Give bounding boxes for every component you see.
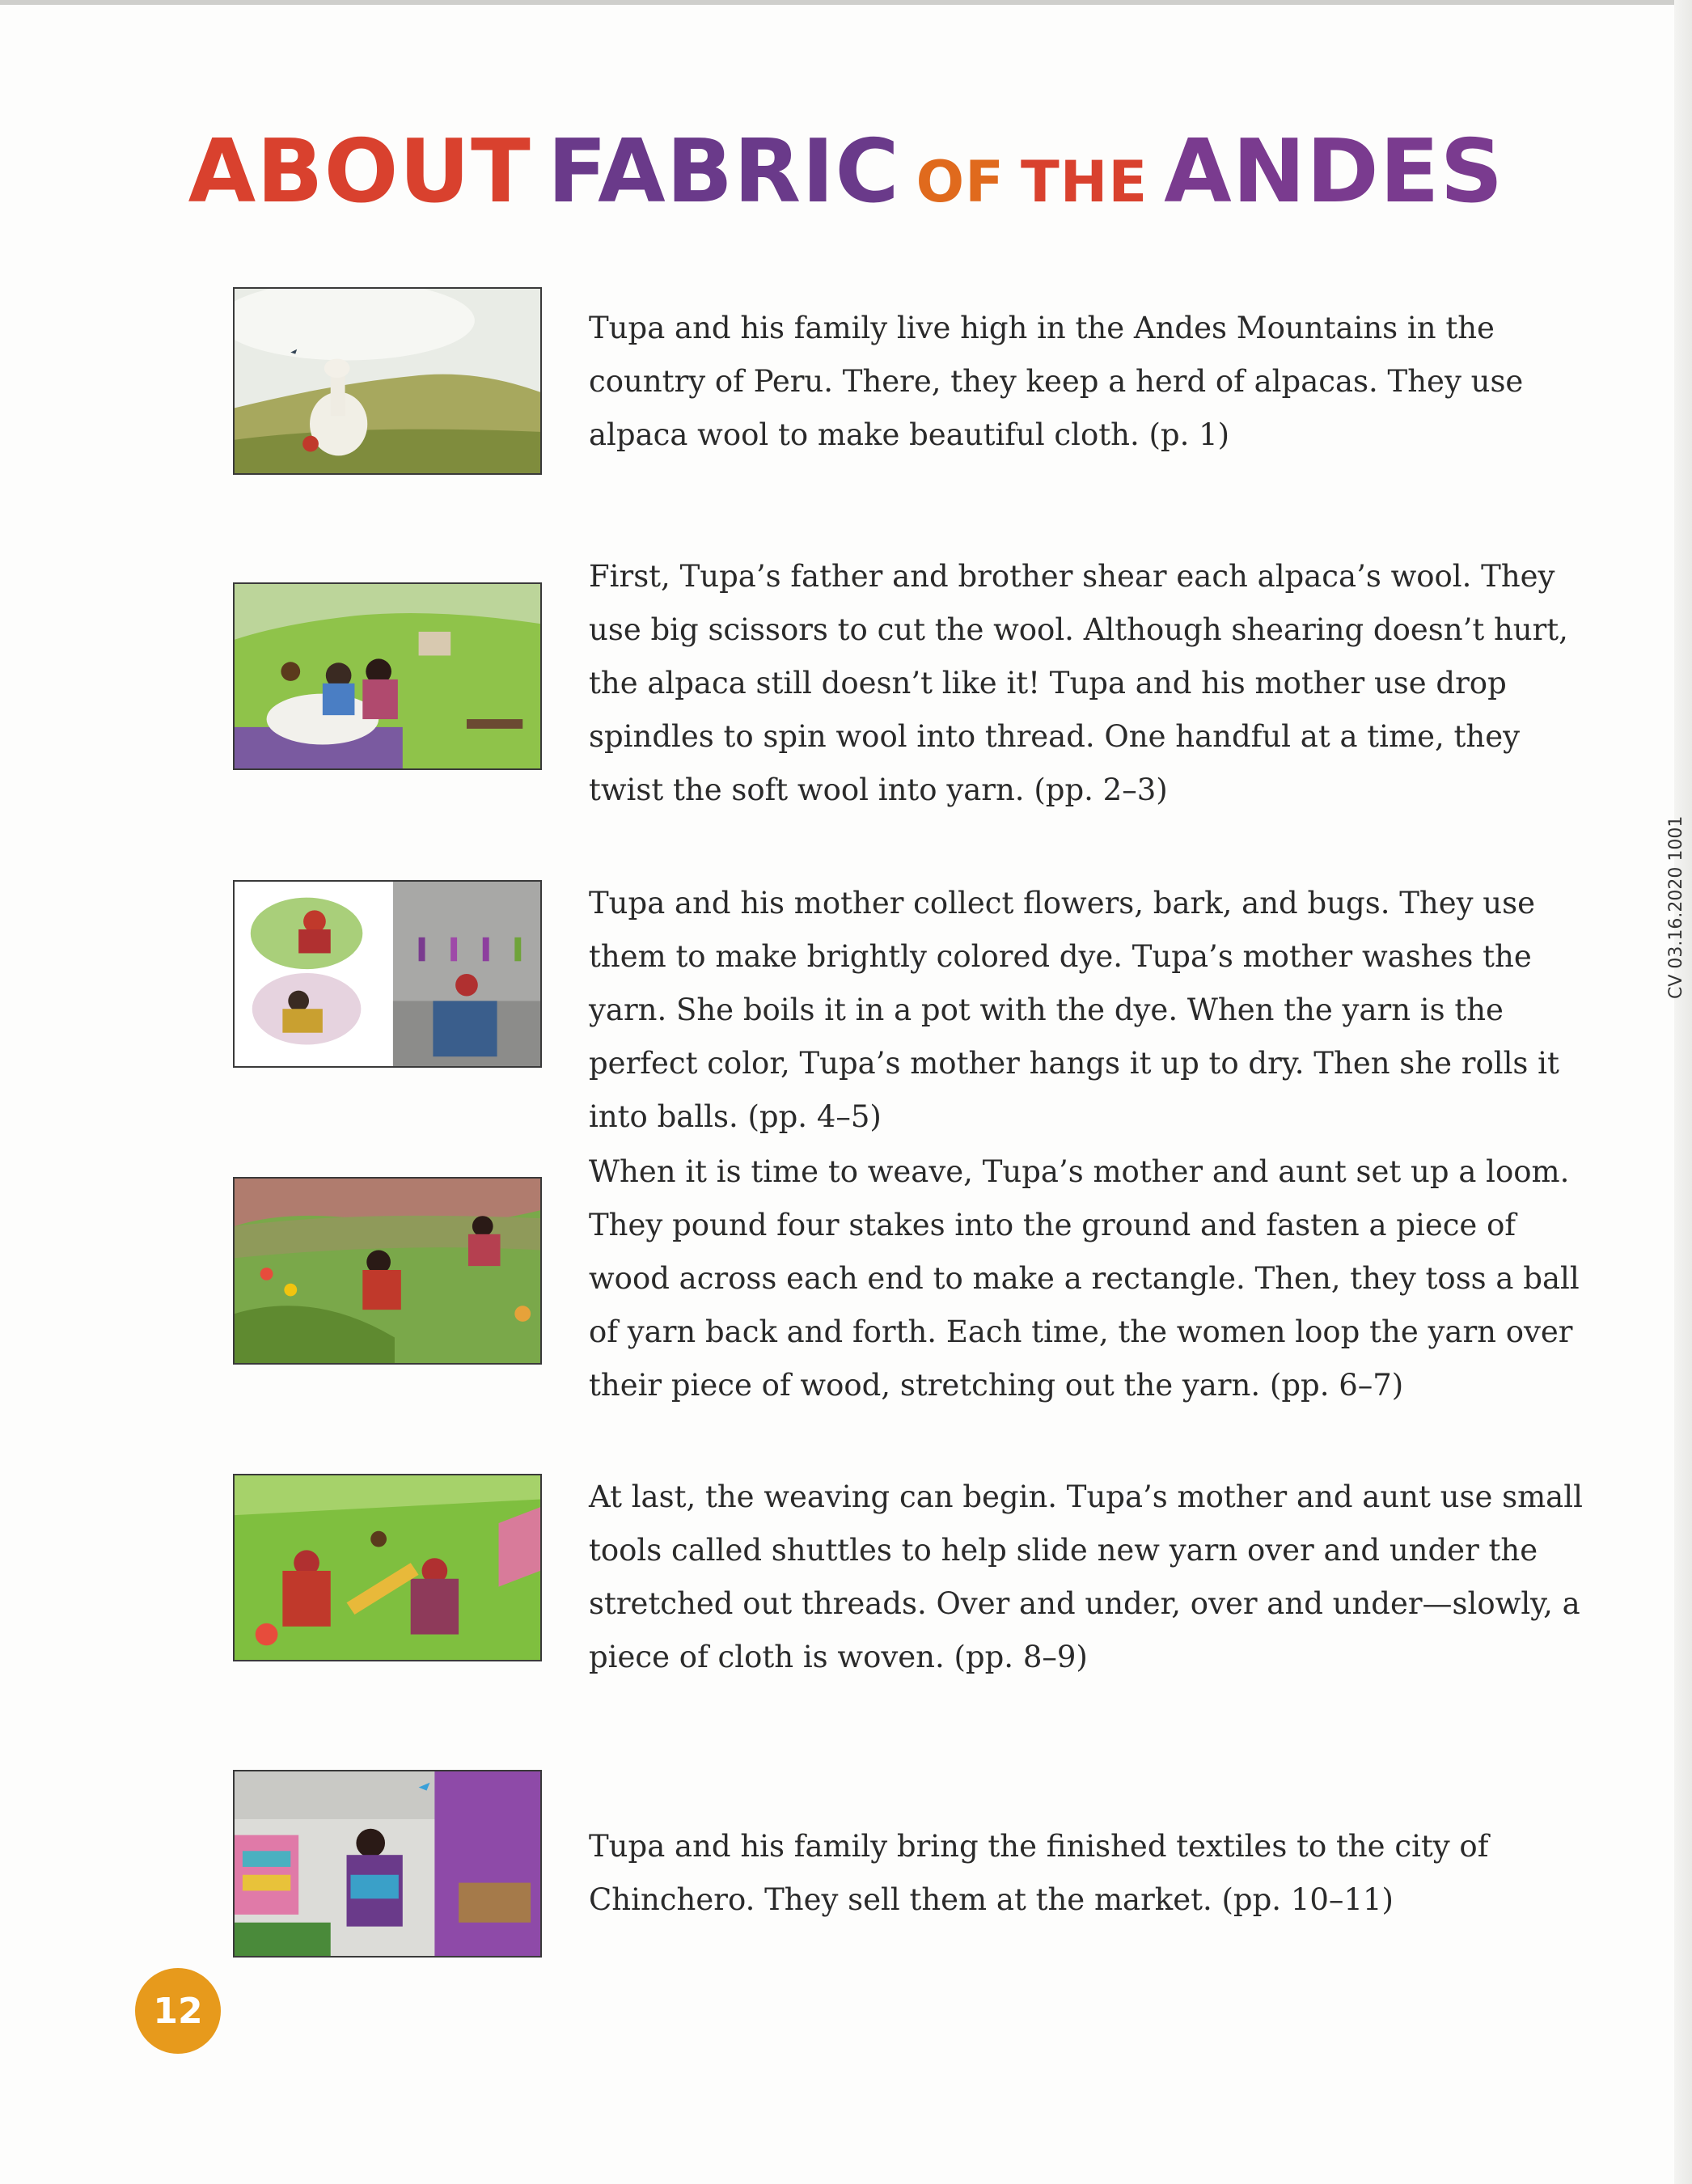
title-word-the: THE [1020,149,1148,215]
weaving-cloth-illustration [233,1474,542,1661]
section-5-text: At last, the weaving can begin. Tupa’s mother and aunt use small tools called shuttles to help slide new yarn over and under the stretched out threads. Over and under, over and under—slowly, a piece of cloth is woven. (pp. 8–9) [589,1479,1583,1674]
title-word-andes: ANDES [1164,121,1504,222]
page-title [0,121,1692,222]
page-number-badge: 12 [135,1968,221,2054]
section-6-text: Tupa and his family bring the finished textiles to the city of Chinchero. They sell them at the market. (pp. 10–11) [589,1829,1489,1917]
section-4-text: When it is time to weave, Tupa’s mother and aunt set up a loom. They pound four stakes into the ground and fasten a piece of wood across each end to make a rectangle. Then, they toss a ball of yarn back and forth. Each time, the women loop the yarn over their piece of wood, stretching out the yarn. (pp. 6–7) [589,1154,1580,1403]
title-word-of: OF [916,149,1005,215]
title-word-fabric: FABRIC [547,121,900,222]
market-illustration [233,1770,542,1958]
title-word-about: ABOUT [188,121,531,222]
page-top-edge [0,0,1692,5]
section-1-text: Tupa and his family live high in the Andes Mountains in the country of Peru. There, they keep a herd of alpacas. They use alpaca wool to make beautiful cloth. (p. 1) [589,311,1524,452]
section-2-text: First, Tupa’s father and brother shear each alpaca’s wool. They use big scissors to cut the wool. Although shearing doesn’t hurt, the alpaca still doesn’t like it! Tupa and his mother use drop spindles to spin wool into thread. One handful at a time, they twist the soft wool into yarn. (pp. 2–3) [589,559,1568,807]
dyeing-yarn-illustration [233,880,542,1068]
setting-up-loom-illustration [233,1177,542,1365]
shearing-alpaca-illustration [233,582,542,770]
alpaca-on-mountain-illustration [233,287,542,475]
side-code: CV 03.16.2020 1001 [1666,815,1686,999]
page-right-edge [1674,0,1692,2184]
section-3-text: Tupa and his mother collect flowers, bark, and bugs. They use them to make brightly colored dye. Tupa’s mother washes the yarn. She boils it in a pot with the dye. When the yarn is the perfect color, Tupa’s mother hangs it up to dry. Then she rolls it into balls. (pp. 4–5) [589,886,1559,1134]
